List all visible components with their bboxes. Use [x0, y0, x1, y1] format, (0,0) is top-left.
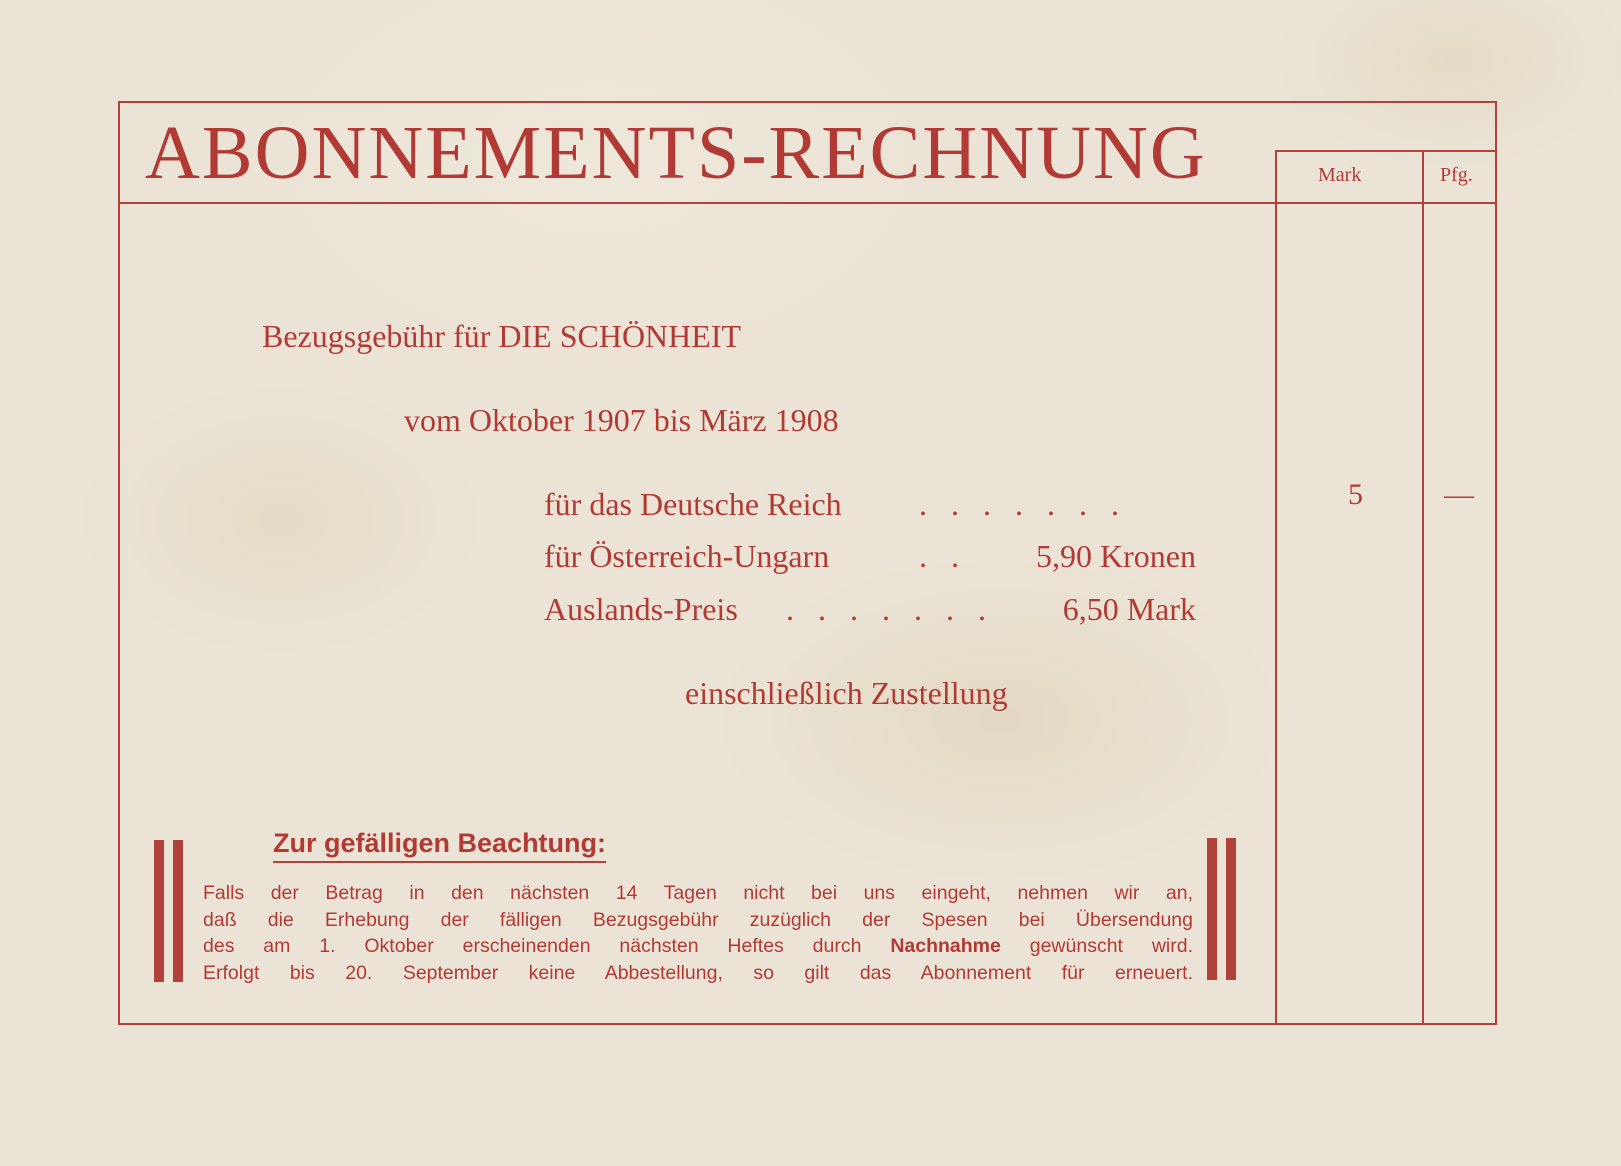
- price-row-austria-hungary: [544, 536, 1196, 576]
- invoice-title: ABONNEMENTS-RECHNUNG: [145, 111, 1207, 195]
- price-value: 6,50 Mark: [1062, 591, 1196, 627]
- price-label: Auslands-Preis: [544, 591, 738, 627]
- notice-heading: Zur gefälligen Beachtung:: [273, 828, 606, 863]
- right-double-bar: [1207, 838, 1240, 980]
- amount-pfg: —: [1444, 478, 1474, 511]
- column-header-pfg: Pfg.: [1440, 164, 1473, 186]
- mark-column-divider: [1275, 150, 1277, 1025]
- notice-line: Erfolgt bis 20. September keine Abbestellung, so gilt das Abonnement für erneuert.: [203, 961, 1193, 984]
- amount-mark: 5: [1348, 478, 1363, 511]
- left-double-bar: [154, 840, 187, 982]
- notice-text: des am 1. Oktober erscheinenden nächsten Heftes durch: [203, 935, 862, 957]
- column-header-mark: Mark: [1318, 164, 1362, 186]
- price-row-germany: [544, 484, 1196, 524]
- price-value: 5,90 Kronen: [1036, 538, 1196, 574]
- pfg-column-divider: [1422, 150, 1424, 1025]
- price-label: für das Deutsche Reich: [544, 486, 842, 522]
- subscription-fee-line: Bezugsgebühr für DIE SCHÖNHEIT: [262, 318, 742, 354]
- notice-line: Falls der Betrag in den nächsten 14 Tagen nicht bei uns eingeht, nehmen wir an,: [203, 882, 1193, 904]
- subscription-period-line: vom Oktober 1907 bis März 1908: [404, 402, 839, 438]
- leader-dots: . . . . . . .: [786, 591, 994, 627]
- delivery-included-note: einschließlich Zustellung: [685, 675, 1008, 711]
- leader-dots: . . . . . . .: [919, 486, 1127, 522]
- title-divider: [118, 202, 1276, 204]
- leader-dots: . .: [919, 538, 967, 574]
- notice-line: [203, 933, 1193, 960]
- notice-line: daß die Erhebung der fälligen Bezugsgebühr zuzüglich der Spesen bei Übersendung: [203, 908, 1193, 931]
- price-label: für Österreich-Ungarn: [544, 538, 830, 574]
- price-row-abroad: [544, 589, 1196, 629]
- notice-body: [203, 880, 1193, 986]
- notice-text: gewünscht wird.: [1029, 935, 1193, 957]
- notice-emphasis: Nachnahme: [890, 935, 1001, 957]
